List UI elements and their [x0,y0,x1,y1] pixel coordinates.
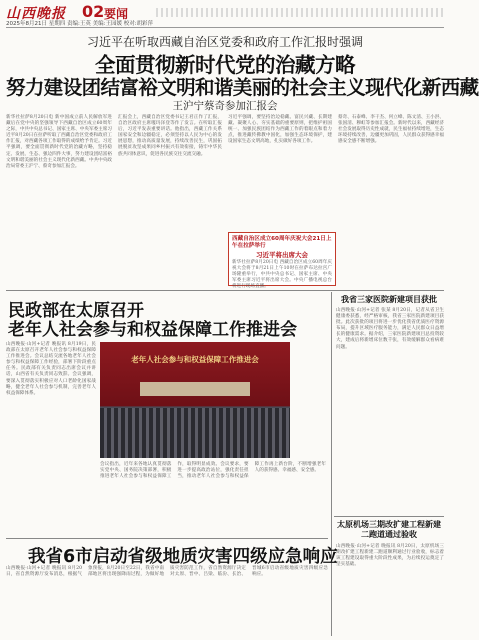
lead-subhead: 王沪宁蔡奇参加汇报会 [172,100,278,112]
photo-stage [140,382,250,396]
photo-audience [100,408,290,458]
column-divider [331,292,332,636]
section-title: 要闻 [104,7,129,21]
masthead-decoration [156,8,444,17]
right-story1-body: 山西晚报·山河+记者 张某 8月20日，记者从省卫生健康委获悉，经严格审核，我省三家医院新建项目获批。此次获批的项目将进一步优化我省优质医疗资源布局，提升区域医疗服务能力，满足人民群众日益增长的健康需求。据介绍，三家医院新建项目总投资较大，建成后将新增床位数千张，有效缓解群众看病难问题。 [336,308,444,350]
right-story-divider [334,516,444,517]
story2-body-left: 山西晚报·山河+记者 晚报讯 8月19日，民政部在太原召开老年人社会参与和权益保障工作推进会。会议总结交流各地老年人社会参与和权益保障工作经验，部署下阶段重点任务。民政部有关负责同志出席会议并讲话，山西省有关负责同志致辞。会议强调，要深入贯彻落实积极应对人口老龄化国家战略，健全老年人社会参与机制，完善老年人权益保障体系。 [6,342,96,396]
photo-banner: 老年人社会参与和权益保障工作推进会 [131,355,259,364]
brief-title-2: 习近平将出席大会 [256,251,308,259]
page-number: 02 [82,2,105,21]
story2-headline-1: 民政部在太原召开 [8,301,144,321]
section-divider [6,290,444,291]
brief-body: 新华社拉萨8月20日电 西藏自治区成立60周年庆祝大会将于8月21日上午10时在拉萨布达拉宫广场隆重举行，中共中央总书记、国家主席、中央军委主席习近平将出席大会。中央广播电视总台将进行现场直播。 [232,260,332,290]
right-story2-body: 山西晚报·山河+记者 晚报讯 8月20日，太原机场三期改扩建工程新建二跑道顺利通过行业验收，标志着该工程建设取得重大阶段性成果，为后续投运奠定了坚实基础。 [336,544,444,568]
newspaper-logo: 山西晚报 [6,6,66,22]
lead-body-col-1: 新华社拉萨8月20日电 新中国成立前人民解放军进藏后在党中央的坚强领导下西藏自治区成立60周年之际，中共中央总书记、国家主席、中央军委主席习近平8月20日在拉萨听取了西藏自治区党委和政府工作汇报，对西藏各项工作取得的成绩给予肯定。习近平强调，要全面贯彻新时代党的治藏方略，坚持稳定、发展、生态、强边四件大事，努力建设团结富裕文明和谐美丽的社会主义现代化新西藏。中共中央政治局常委王沪宁、蔡奇参加汇报会。 [6,115,112,169]
right-story1-headline: 我省三家医院新建项目获批 [341,295,437,304]
lead-body-col-3: 习近平强调，要坚持治边稳藏、富民兴藏、长期建藏、凝聚人心、夯实基础的重要原则，把维护祖国统一、加强民族团结作为西藏工作的着眼点和着力点，推进藏传佛教中国化，加强生态环境保护，建设国家生态文明高地，扎实做好各项工作。 [228,115,332,145]
masthead [6,3,444,28]
dateline: 2025年8月21日 星期四 责编:王英 美编:王园媛 校对:胡彩萍 [6,21,154,27]
news-brief-box [228,232,336,290]
lead-body-col-4: 蔡奇、石泰峰、李干杰、何立峰、陈文清、王小洪、张国清、穆虹等参加汇报会。新时代以来，西藏经济社会发展取得历史性成就，民生福祉持续增进，生态环境持续改善，边疆更加巩固，人民群众获得感幸福感安全感不断增强。 [338,115,444,145]
right-story2-headline: 太原机场三期改扩建工程新建二跑道通过验收 [337,520,441,539]
lead-kicker: 习近平在听取西藏自治区党委和政府工作汇报时强调 [86,35,363,49]
lead-body-col-2: 汇报会上，西藏自治区党委书记王君正作了汇报，自治区政府主席嘎玛泽登等作了发言。在听取汇报后，习近平发表重要讲话。他指出，西藏工作关系国家安全和边疆稳定，必须坚持以人民为中心的发展思想，推动高质量发展，持续改善民生，巩固拓展脱贫攻坚成果同乡村振兴有效衔接，铸牢中华民族共同体意识，促进各民族交往交流交融。 [118,115,222,157]
story3-headline: 我省6市启动省级地质灾害四级应急响应 [28,547,338,567]
lead-headline-2: 努力建设团结富裕文明和谐美丽的社会主义现代化新西藏 [6,76,479,99]
story2-body-bottom: 会议指出，近年来各地认真贯彻落实党中央、国务院决策部署，积极推进老年人社会参与和权益保障工作，取得明显成效。会议要求，要进一步提高政治站位，强化责任担当，推动老年人社会参与和权益保障工作再上新台阶，不断增强老年人的获得感、幸福感、安全感。 [100,462,326,480]
brief-title-1: 西藏自治区成立60周年庆祝大会21日上午在拉萨举行 [232,236,332,249]
story2-headline-2: 老年人社会参与和权益保障工作推进会 [8,320,297,340]
lead-headline-1: 全面贯彻新时代党的治藏方略 [95,53,355,77]
story2-body-side [294,342,328,458]
meeting-photo [100,342,290,458]
story3-body: 山西晚报·山河+记者 晚报讯 8月20日，省自然资源厅发布消息，根据气象预报，8月20日至22日，我省中南部地区将出现强降雨过程，为做好地质灾害防范工作，省自然资源厅决定对太原、晋中、吕梁、临汾、长治、晋城6市启动省级地质灾害四级应急响应。 [6,566,328,578]
story-divider [6,538,328,539]
